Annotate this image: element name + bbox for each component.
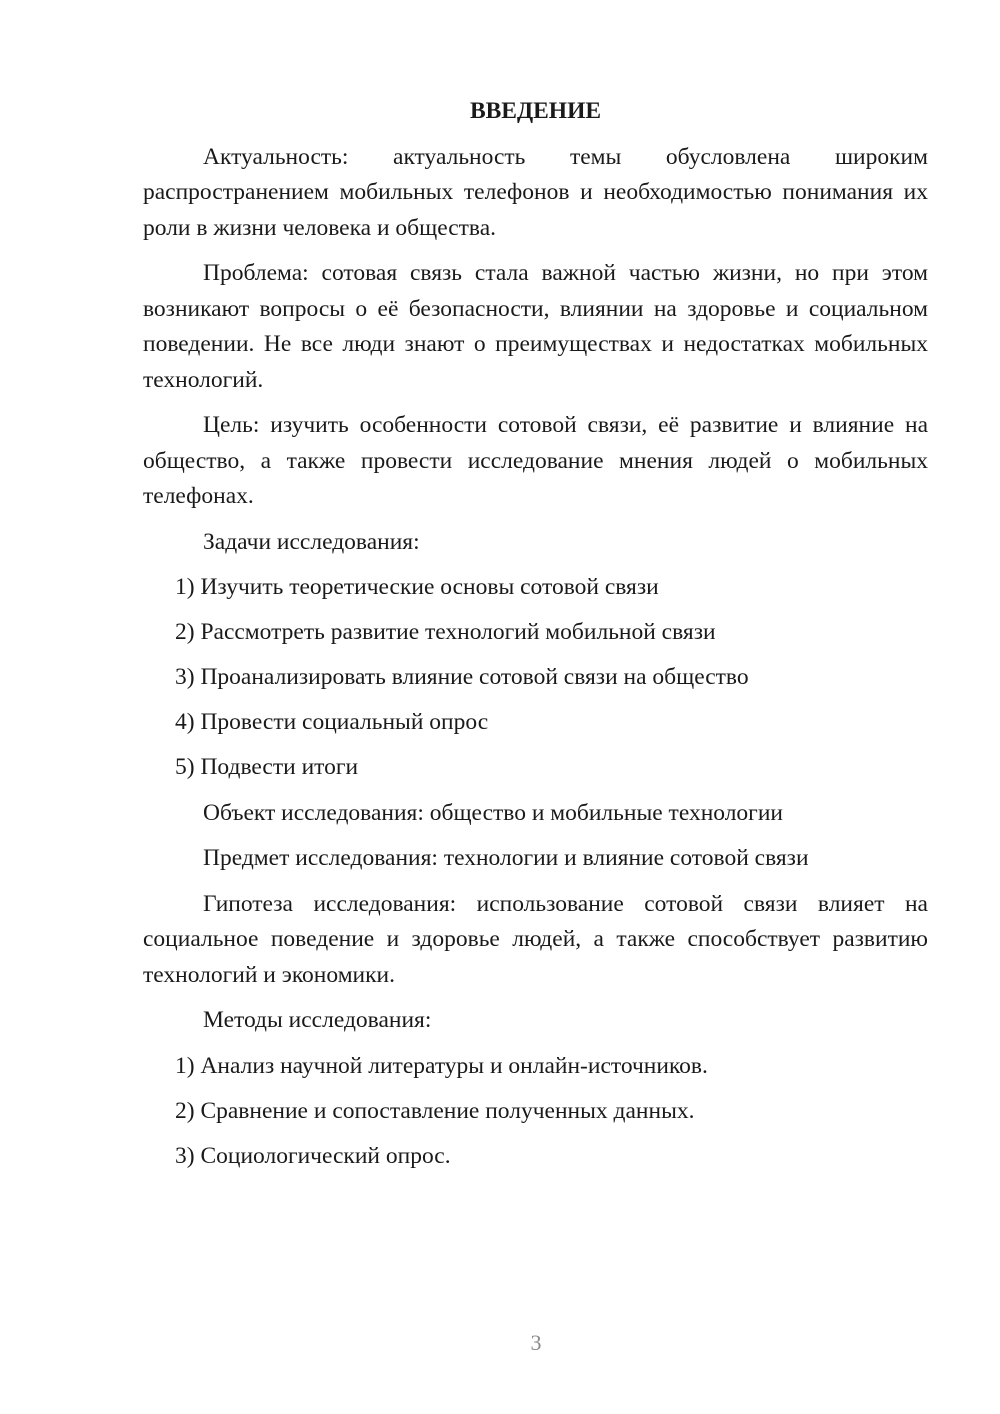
document-page: [143, 94, 928, 1184]
method-item: 1) Анализ научной литературы и онлайн-источников.: [175, 1052, 708, 1079]
tasks-list: [143, 570, 928, 786]
problem-paragraph: Проблема: сотовая связь стала важной частью жизни, но при этом возникают вопросы о её безопасности, влиянии на здоровье и социальном поведении. Не все люди знают о преимуществах и недостатках мобильных технологий.: [143, 260, 928, 393]
task-item: 3) Проанализировать влияние сотовой связи на общество: [175, 664, 749, 690]
goal-paragraph: Цель: изучить особенности сотовой связи, её развитие и влияние на общество, а также провести исследование мнения людей о мобильных телефонах.: [143, 412, 928, 509]
method-item: 2) Сравнение и сопоставление полученных данных.: [175, 1097, 695, 1124]
task-item: 5) Подвести итоги: [175, 754, 359, 780]
page-number: 3: [530, 1330, 542, 1355]
methods-heading: Методы исследования:: [203, 1007, 432, 1033]
hypothesis-paragraph: Гипотеза исследования: использование сотовой связи влияет на социальное поведение и здоровье людей, а также способствует развитию технологий и экономики.: [143, 890, 928, 988]
methods-list: [143, 1049, 928, 1175]
method-item: 3) Социологический опрос.: [175, 1142, 451, 1169]
task-item: 2) Рассмотреть развитие технологий мобильной связи: [175, 619, 716, 645]
object-line: Объект исследования: общество и мобильные технологии: [203, 799, 783, 826]
task-item: 4) Провести социальный опрос: [175, 709, 489, 735]
tasks-heading: Задачи исследования:: [203, 528, 420, 555]
section-title: ВВЕДЕНИЕ: [469, 98, 602, 124]
task-item: 1) Изучить теоретические основы сотовой связи: [175, 574, 659, 600]
relevance-paragraph: Актуальность: актуальность темы обусловлена широким распространением мобильных телефонов и необходимостью понимания их роли в жизни человека и общества.: [143, 143, 928, 241]
subject-line: Предмет исследования: технологии и влияние сотовой связи: [203, 845, 809, 871]
